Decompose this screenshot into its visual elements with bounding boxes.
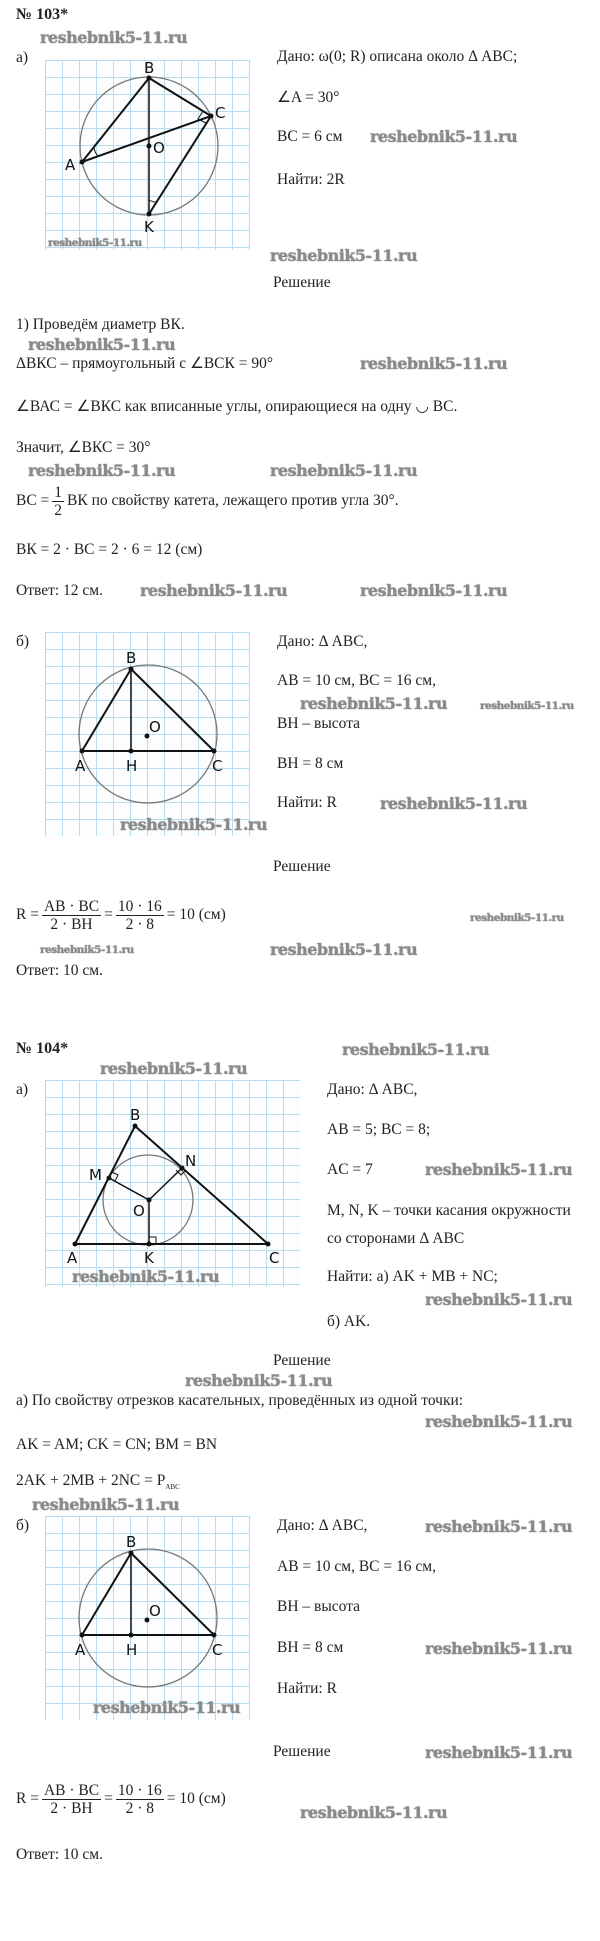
given-line: Дано: Δ ABC, [277,1517,368,1534]
perimeter-subscript: ABC [165,1483,180,1492]
solution-step: 1) Проведём диаметр ВК. [16,316,185,333]
given-line: AB = 10 см, BC = 16 см, [277,1558,436,1575]
watermark: reshebnik5-11.ru [425,1743,573,1762]
find-line: Найти: R [277,794,337,811]
solution-heading: Решение [273,1352,331,1369]
denominator: 2 · 8 [125,916,155,933]
numerator: AB · BC [43,1782,100,1799]
watermark: reshebnik5-11.ru [300,1803,448,1822]
part-a-label: а) [16,49,29,66]
label-c: C [215,104,226,122]
given-line: со сторонами Δ ABC [327,1230,465,1247]
label-h: H [126,757,138,775]
watermark: reshebnik5-11.ru [425,1412,573,1431]
part-b-label: б) [16,1517,30,1534]
label-c: C [212,757,223,775]
label-o: O [149,1602,161,1620]
denominator: 2 [54,502,63,519]
equals: = [104,1790,113,1808]
label-b: B [126,1533,137,1551]
figure-104b [45,1516,250,1720]
formula-lhs: R = [16,1790,39,1808]
problem-103-title: № 103* [16,6,69,23]
radius-formula [16,898,226,933]
find-line: б) AK. [327,1313,371,1330]
denominator: 2 · BH [50,1800,93,1817]
watermark: reshebnik5-11.ru [425,1517,573,1536]
formula-lhs: R = [16,906,39,924]
watermark: reshebnik5-11.ru [40,28,188,47]
solution-step: Значит, ∠ВКС = 30° [16,439,151,456]
radius-on [149,1168,182,1200]
watermark: reshebnik5-11.ru [185,1371,333,1390]
watermark: reshebnik5-11.ru [270,246,418,265]
diagram-incircle [45,1080,300,1287]
watermark: reshebnik5-11.ru [270,461,418,480]
label-c: C [269,1249,280,1267]
watermark: reshebnik5-11.ru [72,1267,220,1286]
formula-rhs: ВК по свойству катета, лежащего против угла 30°. [67,492,399,510]
watermark: reshebnik5-11.ru [425,1160,573,1179]
denominator: 2 · BH [50,916,93,933]
numerator: AB · BC [43,898,100,915]
solution-step: а) По свойству отрезков касательных, проведённых из одной точки: [16,1392,464,1409]
label-b: B [144,59,155,77]
solution-step: ∠ВАС = ∠ВКС как вписанные углы, опирающиеся на одну ◡ ВС. [16,398,458,415]
fraction [42,1782,101,1817]
watermark: reshebnik5-11.ru [300,694,448,713]
formula-result: = 10 (см) [166,906,226,924]
watermark: reshebnik5-11.ru [48,237,142,249]
part-a-label: а) [16,1081,29,1098]
given-line: BH – высота [277,715,361,732]
watermark: reshebnik5-11.ru [480,700,574,712]
label-o: O [133,1202,145,1220]
given-line: AC = 7 [327,1161,373,1178]
watermark: reshebnik5-11.ru [360,581,508,600]
label-a: A [65,156,76,174]
formula-result: = 10 (см) [166,1790,226,1808]
watermark: reshebnik5-11.ru [28,461,176,480]
radius-formula [16,1782,226,1817]
watermark: reshebnik5-11.ru [93,1698,241,1717]
given-line: Дано: Δ ABC, [277,633,368,650]
watermark: reshebnik5-11.ru [425,1639,573,1658]
perimeter-text: 2AK + 2MB + 2NC = P [16,1472,166,1489]
equals: = [104,906,113,924]
problem-104-title: № 104* [16,1040,69,1057]
numerator: 10 · 16 [117,898,162,915]
angle-a-arc [94,148,98,156]
label-b: B [126,649,137,667]
watermark: reshebnik5-11.ru [370,127,518,146]
answer: Ответ: 12 см. [16,582,103,599]
calc-line: ВК = 2 · ВС = 2 · 6 = 12 (см) [16,541,203,558]
label-n: N [185,1152,197,1170]
formula-lhs: ВС = [16,492,50,510]
numerator: 1 [54,484,63,501]
given-line: BH – высота [277,1598,361,1615]
label-h: H [126,1641,138,1659]
answer: Ответ: 10 см. [16,1846,103,1863]
label-o: O [149,718,161,736]
given-line: Дано: ω(0; R) описана около Δ ABC; [277,48,518,65]
label-a: A [67,1249,78,1267]
triangle-abc [82,78,211,162]
half-formula [16,484,399,519]
fraction [42,898,101,933]
label-m: M [89,1166,102,1184]
given-line: BC = 6 см [277,128,343,145]
watermark: reshebnik5-11.ru [28,335,176,354]
watermark: reshebnik5-11.ru [425,1290,573,1309]
label-a: A [75,757,86,775]
angle-k-arc [149,200,157,202]
diagram-inscribed-triangle [45,60,250,250]
figure-103b [45,632,250,836]
triangle-abc [82,1553,214,1635]
diagram-triangle-height [45,1516,250,1720]
watermark: reshebnik5-11.ru [270,940,418,959]
watermark: reshebnik5-11.ru [32,1495,180,1514]
denominator: 2 · 8 [125,1800,155,1817]
given-line: Дано: Δ ABC, [327,1081,418,1098]
watermark: reshebnik5-11.ru [100,1059,248,1078]
watermark: reshebnik5-11.ru [342,1040,490,1059]
part-b-label: б) [16,633,30,650]
radius-om [109,1178,149,1200]
figure-103a [45,60,250,250]
numerator: 10 · 16 [117,1782,162,1799]
label-c: C [212,1641,223,1659]
solution-step: ΔВКС – прямоугольный с ∠ВСК = 90° [16,355,274,372]
find-line: Найти: а) AK + MB + NC; [327,1268,498,1285]
fraction-half [52,484,64,519]
fraction [116,898,164,933]
answer: Ответ: 10 см. [16,962,103,979]
given-line: BH = 8 см [277,1639,344,1656]
solution-heading: Решение [273,1743,331,1760]
given-line: BH = 8 см [277,755,344,772]
figure-104a [45,1080,300,1287]
label-k: K [144,218,154,236]
solution-heading: Решение [273,274,331,291]
label-o: O [153,139,165,157]
watermark: reshebnik5-11.ru [40,944,134,956]
triangle-abc [75,1126,268,1244]
given-line: ∠A = 30° [277,89,340,106]
watermark: reshebnik5-11.ru [360,354,508,373]
watermark: reshebnik5-11.ru [120,815,268,834]
label-a: A [75,1641,86,1659]
label-k: K [144,1249,154,1267]
watermark: reshebnik5-11.ru [380,794,528,813]
solution-heading: Решение [273,858,331,875]
find-line: Найти: 2R [277,171,345,188]
watermark: reshebnik5-11.ru [470,912,564,924]
segment-ck [149,116,211,214]
perimeter-line [16,1472,180,1496]
given-line: M, N, K – точки касания окружности [327,1202,571,1219]
find-line: Найти: R [277,1680,337,1697]
watermark: reshebnik5-11.ru [140,581,288,600]
fraction [116,1782,164,1817]
label-b: B [130,1106,141,1124]
diagram-triangle-height [45,632,250,836]
given-line: AB = 10 см, BC = 16 см, [277,672,436,689]
given-line: AB = 5; BC = 8; [327,1121,431,1138]
solution-step: AK = AM; CK = CN; BM = BN [16,1436,218,1453]
triangle-abc [82,669,214,751]
